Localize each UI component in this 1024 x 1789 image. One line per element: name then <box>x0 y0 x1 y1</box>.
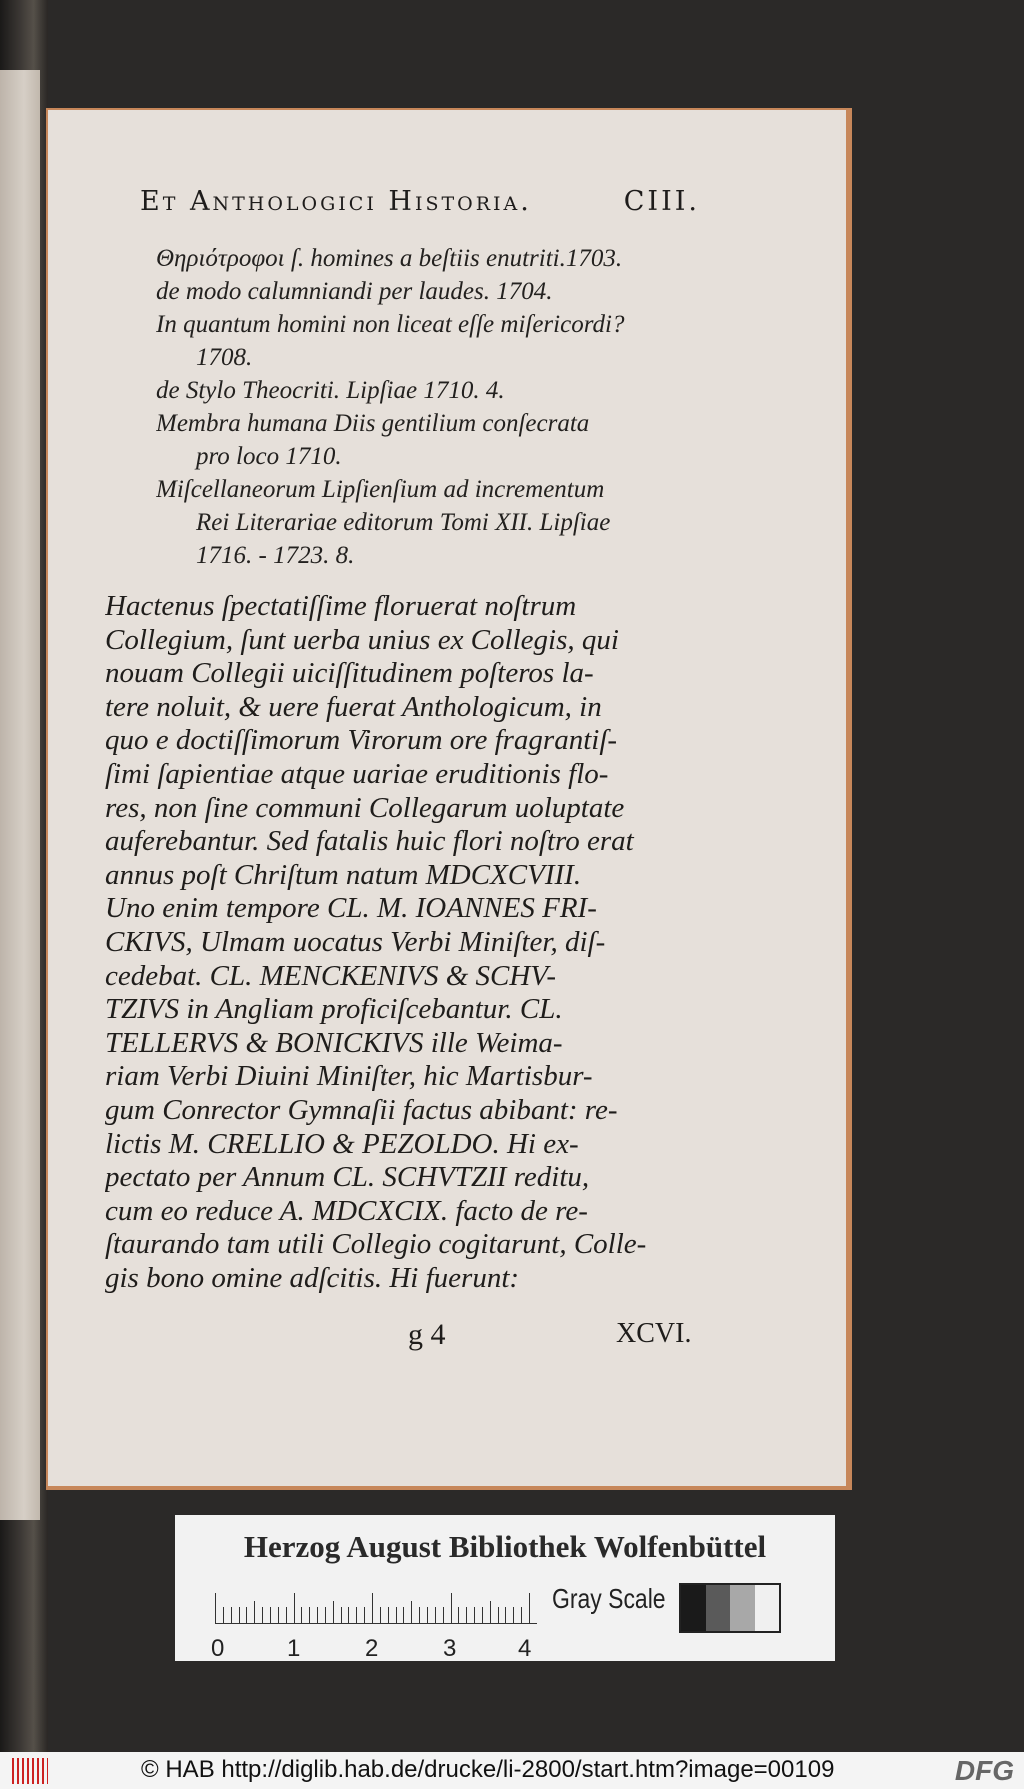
ruler-number: 1 <box>287 1635 301 1662</box>
bibliography-line: In quantum homini non liceat eſſe miſericordi? <box>156 311 625 338</box>
running-header <box>140 186 700 226</box>
ruler-tick <box>490 1601 491 1623</box>
ruler-tick <box>505 1607 506 1623</box>
ruler-tick <box>521 1607 522 1623</box>
bibliography-list <box>156 242 701 572</box>
ruler-tick <box>443 1607 444 1623</box>
body-line: ſtaurando tam utili Collegio cogitarunt, Colle- <box>105 1228 647 1261</box>
ruler-tick <box>341 1607 342 1623</box>
gray-swatch <box>681 1585 706 1631</box>
signature-mark: g 4 <box>408 1318 446 1351</box>
ruler-tick <box>458 1607 459 1623</box>
body-line: riam Verbi Diuini Miniſter, hic Martisbur- <box>105 1060 593 1093</box>
ruler-baseline <box>215 1623 537 1624</box>
ruler-tick <box>231 1607 232 1623</box>
ruler-tick <box>215 1593 216 1623</box>
ruler-number: 0 <box>211 1635 225 1662</box>
bibliography-line: Membra humana Diis gentilium conſecrata <box>156 410 590 437</box>
body-line: Hactenus ſpectatiſſime floruerat noſtrum <box>105 590 577 622</box>
catchword: XCVI. <box>616 1318 692 1349</box>
ruler-number: 4 <box>518 1635 532 1662</box>
ruler-tick <box>294 1593 295 1623</box>
body-line: tere noluit, & uere fuerat Anthologicum, in <box>105 690 602 723</box>
bibliography-line: pro loco 1710. <box>196 443 342 470</box>
ruler-tick <box>372 1593 373 1623</box>
body-line: annus poſt Chriſtum natum MDCXCVIII. <box>105 858 582 891</box>
body-line: TELLERVS & BONICKIVS ille Weima- <box>105 1026 563 1059</box>
barcode-icon <box>12 1758 48 1784</box>
ruler-tick <box>474 1607 475 1623</box>
body-line: TZIVS in Angliam proficiſcebantur. CL. <box>105 993 563 1026</box>
bibliography-line: Miſcellaneorum Lipſienſium ad incrementum <box>156 476 605 503</box>
body-line: pectato per Annum CL. SCHVTZII reditu, <box>105 1161 590 1194</box>
bibliography-line: 1716. - 1723. 8. <box>196 542 355 569</box>
running-title: Et Anthologici Historia. <box>140 186 532 217</box>
body-line: cedebat. CL. MENCKENIVS & SCHV- <box>105 959 557 992</box>
body-line: CKIVS, Ulmam uocatus Verbi Miniſter, diſ- <box>105 925 606 958</box>
ruler-tick <box>388 1607 389 1623</box>
ruler-number: 2 <box>365 1635 379 1662</box>
ruler-tick <box>364 1607 365 1623</box>
body-line: Uno enim tempore CL. M. IOANNES FRI- <box>105 892 597 925</box>
ruler-tick <box>403 1607 404 1623</box>
ruler-tick <box>451 1593 452 1623</box>
ruler-tick <box>286 1607 287 1623</box>
ruler-tick <box>498 1607 499 1623</box>
ruler-tick <box>246 1607 247 1623</box>
body-line: lictis M. CRELLIO & PEZOLDO. Hi ex- <box>105 1127 579 1160</box>
body-line: quo e doctiſſimorum Virorum ore fragrantiſ- <box>105 724 618 757</box>
left-page-edge <box>0 70 40 1520</box>
body-line: gum Conrector Gymnaſii factus abibant: re- <box>105 1093 618 1126</box>
ruler-tick <box>239 1607 240 1623</box>
body-line: res, non ſine communi Collegarum uoluptate <box>105 791 625 824</box>
bibliography-line: 1708. <box>196 344 253 371</box>
footer-bar <box>0 1752 1024 1789</box>
ruler-tick <box>529 1593 530 1623</box>
ruler-tick <box>317 1607 318 1623</box>
ruler-tick <box>309 1607 310 1623</box>
scale-ruler <box>215 1585 545 1629</box>
ruler-tick <box>466 1607 467 1623</box>
color-calibration-card <box>175 1515 835 1661</box>
body-line: ſimi ſapientiae atque uariae eruditionis flo- <box>105 757 609 790</box>
bibliography-line: de modo calumniandi per laudes. 1704. <box>156 278 553 305</box>
bibliography-line: de Stylo Theocriti. Lipſiae 1710. 4. <box>156 377 505 404</box>
ruler-number: 3 <box>443 1635 457 1662</box>
body-paragraph <box>105 590 702 1295</box>
footer-credit-link[interactable]: © HAB http://diglib.hab.de/drucke/li-2800/start.htm?image=00109 <box>141 1756 835 1783</box>
body-line: auferebantur. Sed fatalis huic flori noſtro erat <box>105 825 634 858</box>
ruler-tick <box>254 1601 255 1623</box>
body-line: cum eo reduce A. MDCXCIX. facto de re- <box>105 1194 588 1227</box>
bibliography-line: Rei Literariae editorum Tomi XII. Lipſiae <box>196 509 611 536</box>
body-line: Collegium, ſunt uerba unius ex Collegis, qui <box>105 623 619 656</box>
body-line: nouam Collegii uiciſſitudinem poſteros la- <box>105 657 594 690</box>
ruler-tick <box>435 1607 436 1623</box>
gray-scale-label: Gray Scale <box>552 1583 666 1614</box>
ruler-tick <box>411 1601 412 1623</box>
ruler-tick <box>356 1607 357 1623</box>
ruler-tick <box>333 1601 334 1623</box>
library-name: Herzog August Bibliothek Wolfenbüttel <box>243 1529 767 1564</box>
ruler-tick <box>223 1607 224 1623</box>
ruler-tick <box>482 1607 483 1623</box>
ruler-tick <box>325 1607 326 1623</box>
ruler-tick <box>348 1607 349 1623</box>
bibliography-line: Θηριότροφοι ſ. homines a beſtiis enutriti.1703. <box>156 245 623 272</box>
dfg-logo: DFG <box>954 1755 1014 1786</box>
gray-scale-swatches <box>679 1583 781 1633</box>
ruler-tick <box>396 1607 397 1623</box>
folio-number: CIII. <box>623 186 700 217</box>
ruler-tick <box>262 1607 263 1623</box>
ruler-tick <box>270 1607 271 1623</box>
ruler-tick <box>513 1607 514 1623</box>
ruler-tick <box>301 1607 302 1623</box>
body-line: gis bono omine adſcitis. Hi fuerunt: <box>105 1261 520 1294</box>
ruler-tick <box>278 1607 279 1623</box>
gray-swatch <box>706 1585 731 1631</box>
ruler-tick <box>427 1607 428 1623</box>
ruler-tick <box>419 1607 420 1623</box>
gray-swatch <box>730 1585 755 1631</box>
ruler-tick <box>380 1607 381 1623</box>
gray-swatch <box>755 1585 780 1631</box>
